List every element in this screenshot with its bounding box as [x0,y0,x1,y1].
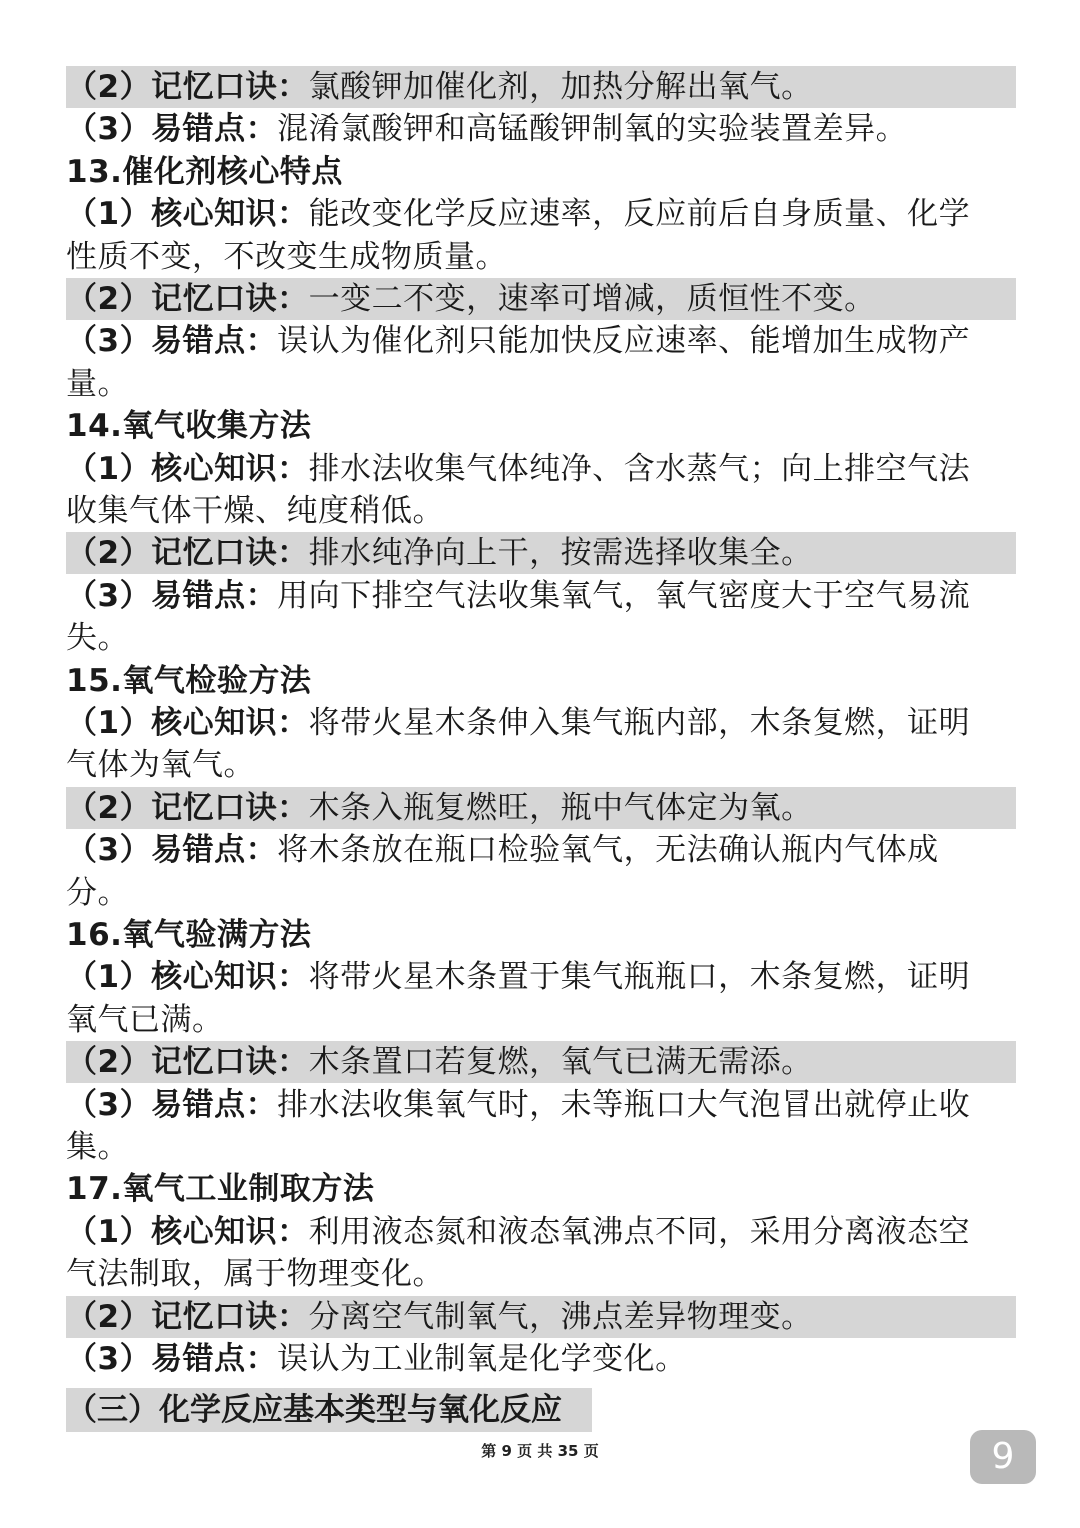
text-line [66,744,1016,786]
line-label: （1）核心知识： [66,959,309,996]
line-text: 木条置口若复燃，氧气已满无需添。 [308,1044,813,1081]
mnemonic-line [66,532,1016,574]
text-line [66,363,1016,405]
mnemonic-line [66,66,1016,108]
text-line [66,1338,1016,1380]
line-label: （3）易错点： [66,1341,278,1377]
line-label: （1）核心知识： [66,196,309,233]
line-text: 用向下排空气法收集氧气，氧气密度大于空气易流 [277,577,971,614]
text-line [66,108,1016,150]
line-text: 集。 [66,1129,129,1165]
line-text: 气体为氧气。 [66,747,255,784]
section-title: （三）化学反应基本类型与氧化反应 [66,1388,592,1432]
line-text: 误认为工业制氧是化学变化。 [277,1341,687,1377]
line-text: 分离空气制氧气，沸点差异物理变。 [308,1298,813,1335]
line-label: （1）核心知识： [66,1213,309,1250]
text-line [66,872,1016,914]
line-text: 木条入瓶复燃旺，瓶中气体定为氧。 [308,789,813,826]
line-label: （3）易错点： [66,832,278,869]
item-heading: 15.氧气检验方法 [66,662,312,699]
text-line [66,575,1016,617]
line-label: （2）记忆口诀： [66,1298,309,1335]
text-line [66,1126,1016,1168]
line-label: （3）易错点： [66,577,278,614]
line-text: 性质不变，不改变生成物质量。 [66,238,507,275]
mnemonic-line [66,1296,1016,1338]
line-text: 氧气已满。 [66,1001,224,1038]
line-text: 排水法收集氧气时，未等瓶口大气泡冒出就停止收 [277,1086,971,1123]
line-text: 能改变化学反应速率，反应前后自身质量、化学 [308,196,971,233]
mnemonic-line [66,1041,1016,1083]
line-label: （2）记忆口诀： [66,1044,309,1081]
text-line [66,702,1016,744]
text-line [66,1211,1016,1253]
line-label: （3）易错点： [66,1086,278,1123]
text-line [66,956,1016,998]
mnemonic-line [66,787,1016,829]
text-line [66,490,1016,532]
line-label: （2）记忆口诀： [66,69,309,105]
line-text: 失。 [66,620,129,657]
line-text: 混淆氯酸钾和高锰酸钾制氧的实验装置差异。 [277,111,908,148]
item-heading: 14.氧气收集方法 [66,408,312,445]
line-text: 分。 [66,874,129,911]
line-text: 将带火星木条置于集气瓶瓶口，木条复燃，证明 [308,959,971,996]
page-number-badge: 9 [970,1430,1036,1484]
page-footer: 第 9 页 共 35 页 [481,1442,599,1460]
text-line [66,829,1016,871]
line-text: 利用液态氮和液态氧沸点不同，采用分离液态空 [308,1213,971,1250]
line-label: （2）记忆口诀： [66,281,309,317]
line-text: 将木条放在瓶口检验氧气，无法确认瓶内气体成 [277,832,939,869]
line-text: 排水纯净向上干，按需选择收集全。 [308,535,813,572]
text-line [66,999,1016,1041]
text-line [66,320,1016,362]
text-line [66,617,1016,659]
line-text: 气法制取，属于物理变化。 [66,1256,444,1293]
line-label: （3）易错点： [66,111,278,148]
line-text: 排水法收集气体纯净、含水蒸气；向上排空气法 [308,450,971,487]
text-line [66,193,1016,235]
line-label: （2）记忆口诀： [66,535,309,572]
line-label: （1）核心知识： [66,705,309,741]
item-heading: 13.催化剂核心特点 [66,153,343,190]
line-label: （2）记忆口诀： [66,789,309,826]
text-line [66,1253,1016,1295]
line-label: （3）易错点： [66,323,278,360]
line-label: （1）核心知识： [66,450,309,487]
line-text: 一变二不变，速率可增减，质恒性不变。 [308,281,876,317]
text-line [66,1084,1016,1126]
mnemonic-line [66,278,1016,320]
line-text: 收集气体干燥、纯度稍低。 [66,493,444,529]
line-text: 将带火星木条伸入集气瓶内部，木条复燃，证明 [308,705,971,741]
line-text: 氯酸钾加催化剂，加热分解出氧气。 [308,69,813,105]
item-heading: 17.氧气工业制取方法 [66,1171,375,1208]
text-line [66,236,1016,278]
line-text: 量。 [66,365,129,402]
item-heading: 16.氧气验满方法 [66,917,312,953]
text-line [66,448,1016,490]
line-text: 误认为催化剂只能加快反应速率、能增加生成物产 [277,323,971,360]
